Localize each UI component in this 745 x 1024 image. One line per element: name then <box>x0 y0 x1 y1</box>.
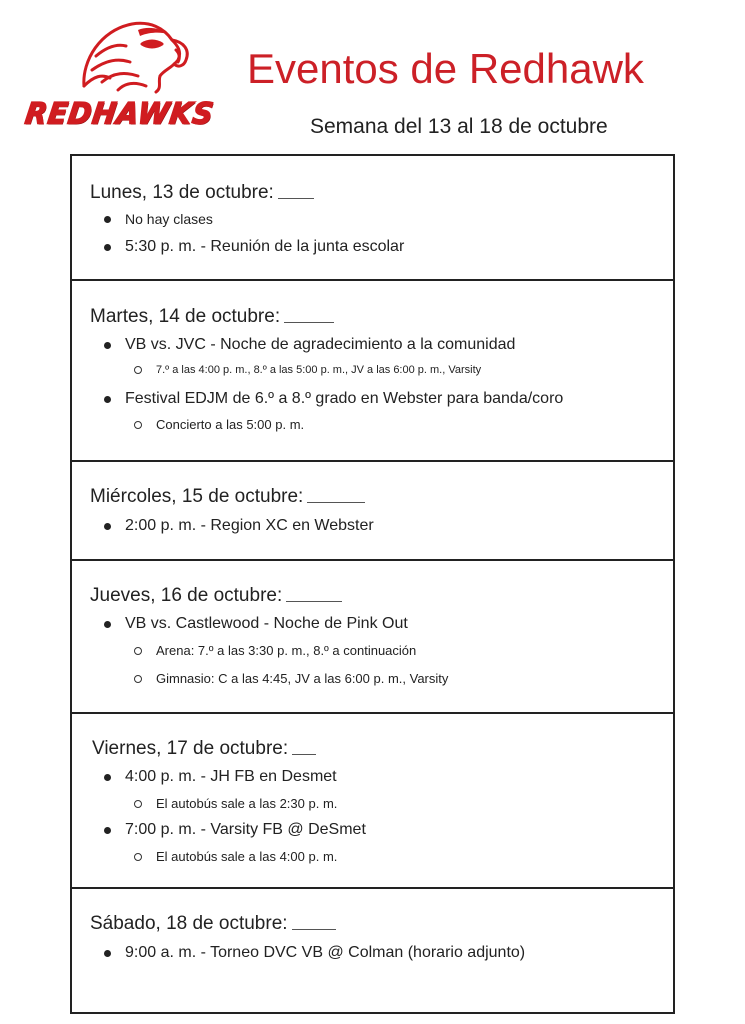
day-heading: Sábado, 18 de octubre: <box>90 913 336 935</box>
day-saturday <box>72 889 673 1012</box>
bullet-icon <box>104 216 111 223</box>
events-table <box>70 154 675 1014</box>
bullet-icon <box>104 244 111 251</box>
event-item: 4:00 p. m. - JH FB en Desmet <box>104 768 337 786</box>
event-subitem: Gimnasio: C a las 4:45, JV a las 6:00 p. m., Varsity <box>134 671 448 686</box>
event-item: 7:00 p. m. - Varsity FB @ DeSmet <box>104 821 366 839</box>
event-item: VB vs. Castlewood - Noche de Pink Out <box>104 615 408 633</box>
event-subitem: El autobús sale a las 4:00 p. m. <box>134 849 337 864</box>
circle-bullet-icon <box>134 421 142 429</box>
day-tuesday <box>72 281 673 462</box>
bullet-icon <box>104 342 111 349</box>
day-monday <box>72 156 673 281</box>
event-item: 9:00 a. m. - Torneo DVC VB @ Colman (horario adjunto) <box>104 944 525 962</box>
circle-bullet-icon <box>134 647 142 655</box>
bullet-icon <box>104 523 111 530</box>
day-wednesday <box>72 462 673 561</box>
day-thursday <box>72 561 673 714</box>
bullet-icon <box>104 621 111 628</box>
event-item: VB vs. JVC - Noche de agradecimiento a la comunidad <box>104 336 515 354</box>
page-subtitle: Semana del 13 al 18 de octubre <box>310 115 608 138</box>
circle-bullet-icon <box>134 675 142 683</box>
redhawks-logo <box>22 16 232 134</box>
day-friday <box>72 714 673 889</box>
day-heading: Lunes, 13 de octubre: <box>90 182 314 204</box>
bullet-icon <box>104 950 111 957</box>
event-item: 5:30 p. m. - Reunión de la junta escolar <box>104 238 404 256</box>
event-item: Festival EDJM de 6.º a 8.º grado en Webster para banda/coro <box>104 390 563 408</box>
day-heading: Viernes, 17 de octubre: <box>92 738 316 760</box>
event-subitem: El autobús sale a las 2:30 p. m. <box>134 796 337 811</box>
day-heading: Jueves, 16 de octubre: <box>90 585 342 607</box>
circle-bullet-icon <box>134 853 142 861</box>
event-item: No hay clases <box>104 211 213 227</box>
event-subitem: Arena: 7.º a las 3:30 p. m., 8.º a continuación <box>134 643 416 658</box>
day-heading: Miércoles, 15 de octubre: <box>90 486 365 508</box>
bullet-icon <box>104 827 111 834</box>
redhawks-wordmark: REDHAWKS <box>23 96 217 131</box>
circle-bullet-icon <box>134 366 142 374</box>
page-title: Eventos de Redhawk <box>247 45 644 92</box>
bullet-icon <box>104 396 111 403</box>
event-item: 2:00 p. m. - Region XC en Webster <box>104 517 374 535</box>
event-subitem: 7.º a las 4:00 p. m., 8.º a las 5:00 p. m., JV a las 6:00 p. m., Varsity <box>134 364 481 376</box>
bullet-icon <box>104 774 111 781</box>
circle-bullet-icon <box>134 800 142 808</box>
event-subitem: Concierto a las 5:00 p. m. <box>134 417 304 432</box>
day-heading: Martes, 14 de octubre: <box>90 306 334 328</box>
